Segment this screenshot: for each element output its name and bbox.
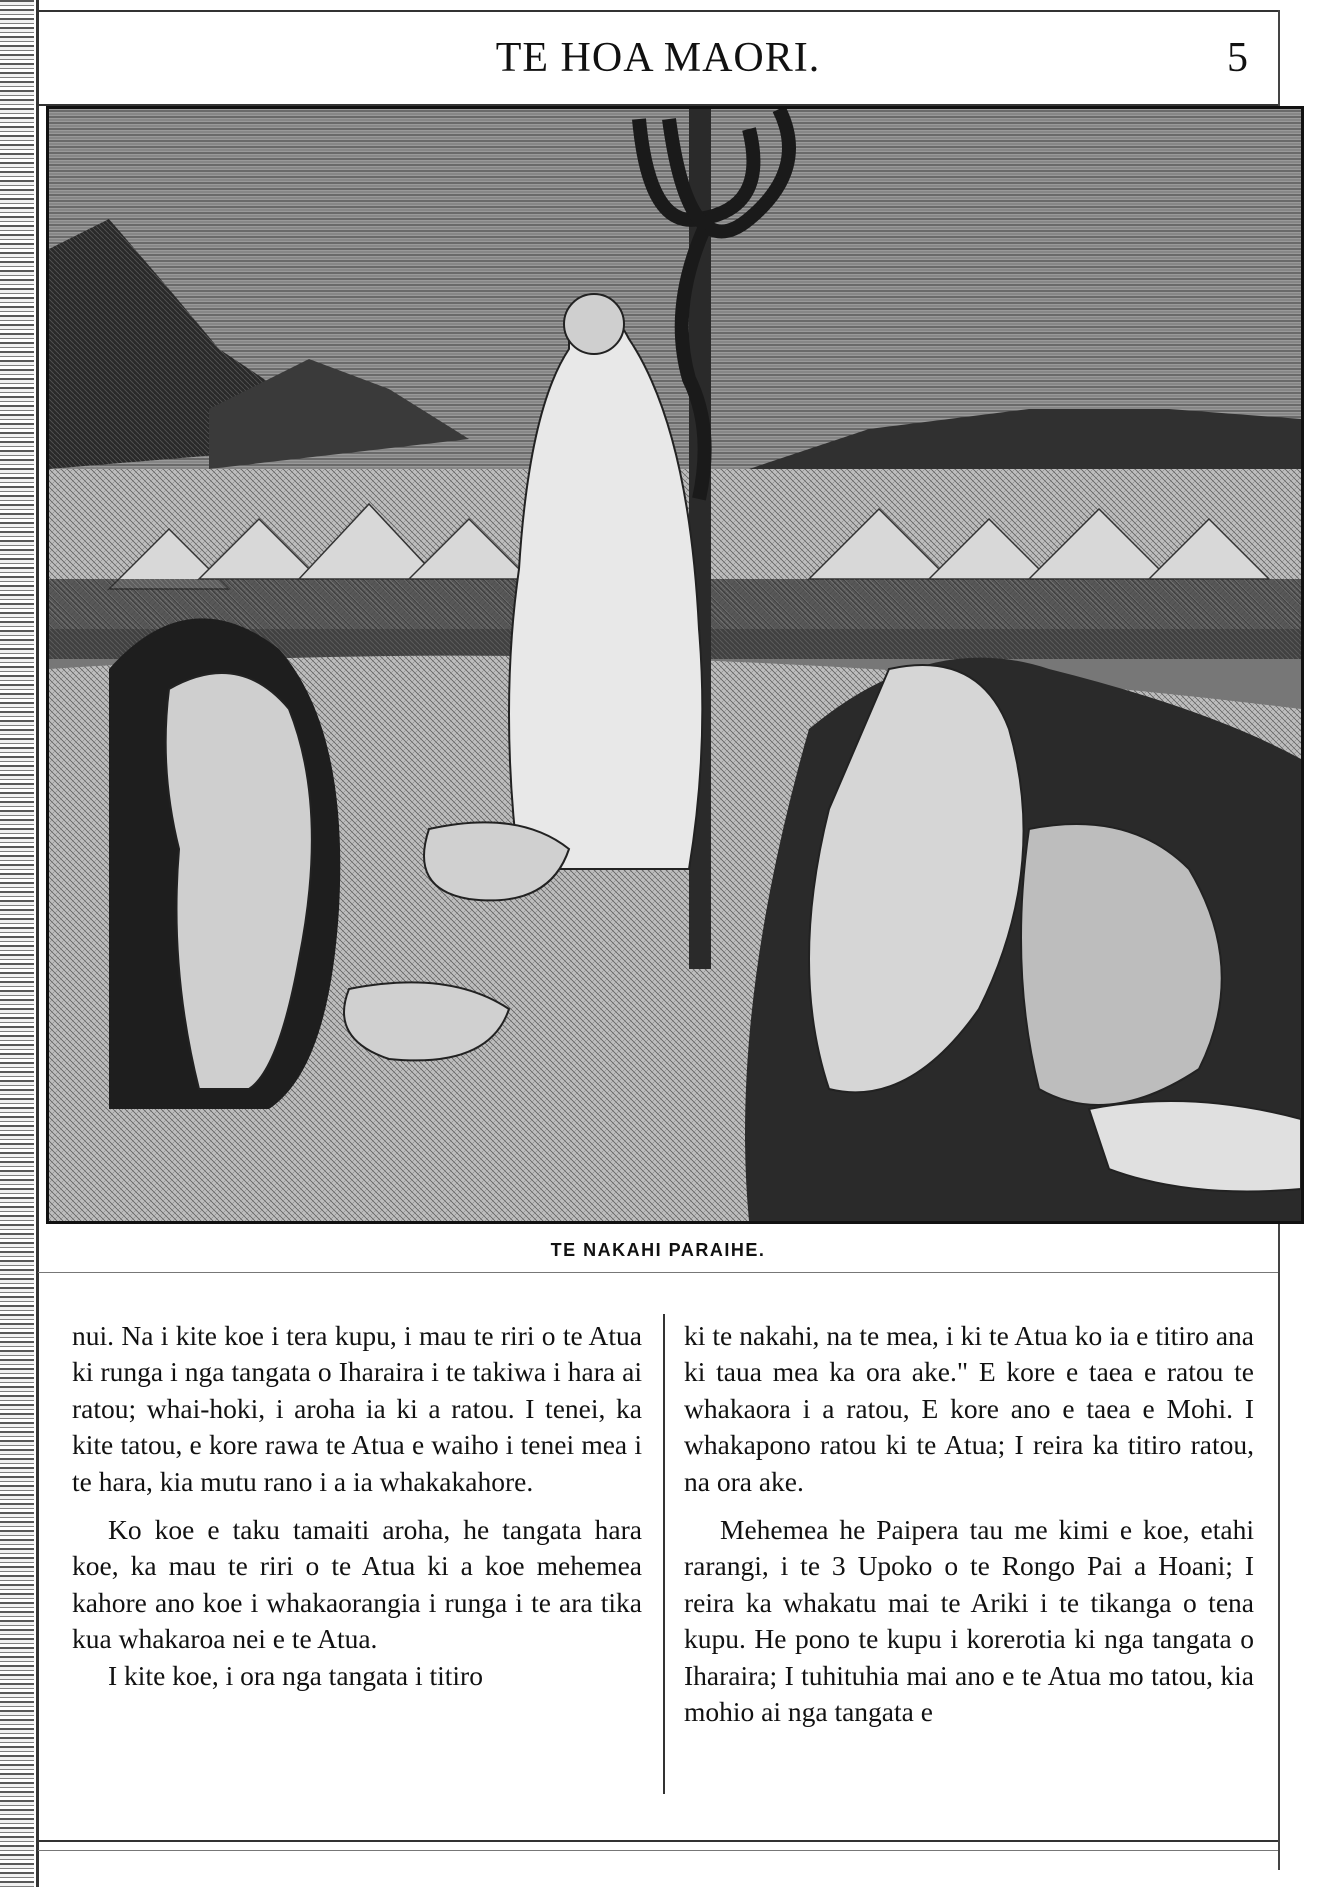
paragraph: nui. Na i kite koe i tera kupu, i mau te riri o te Atua ki runga i nga tangata o Iharaira i te takiwa i hara ai ratou; whai-hoki, i aroha ia ki a ratou. I tenei, ka kite tatou, e kore rawa te Atua e waiho i tenei mea i te hara, kia mutu rano i a ia whakakahore. <box>72 1320 642 1497</box>
paragraph: I kite koe, i ora nga tangata i titiro <box>108 1659 483 1691</box>
paragraph: Ko koe e taku tamaiti aroha, he tangata hara koe, ka mau te riri o te Atua ki a koe mehemea kahore ano koe i whakaorangia i runga i te ara tika kua whakaroa nei e te Atua. <box>72 1514 642 1655</box>
column-divider <box>663 1314 665 1794</box>
page-binding-edge <box>0 0 34 1887</box>
page-header <box>38 28 1278 98</box>
page-title: TE HOA MAORI. <box>495 35 821 81</box>
left-column <box>72 1318 642 1694</box>
engraving-illustration <box>46 106 1304 1224</box>
engraving-artwork <box>49 109 1301 1221</box>
caption-rule <box>38 1272 1278 1273</box>
paragraph: ki te nakahi, na te mea, i ki te Atua ko ia e titiro ana ki taua mea ka ora ake." E kore e taea e ratou te whakaora i a ratou, E kore ano e taea e Mohi. I whakapono ratou ki te Atua; I reira ka titiro ratou, na ora ake. <box>684 1320 1254 1497</box>
figure-head <box>564 294 624 354</box>
footer-rule-thin <box>38 1850 1278 1851</box>
binding-line <box>36 0 39 1887</box>
illustration-caption: TE NAKAHI PARAIHE. <box>550 1240 766 1260</box>
paragraph: Mehemea he Paipera tau me kimi e koe, etahi rarangi, i te 3 Upoko o te Rongo Pai a Hoani; I reira ka whakatu mai te Ariki i te tikanga o tena kupu. He pono te kupu i korerotia ki nga tangata o Iharaira; I tuhituhia mai ano e te Atua mo tatou, kia mohio ai nga tangata e <box>684 1514 1254 1728</box>
page-number: 5 <box>1227 35 1248 81</box>
footer-rule <box>38 1840 1278 1842</box>
right-column <box>684 1318 1254 1730</box>
top-rule <box>38 10 1278 12</box>
